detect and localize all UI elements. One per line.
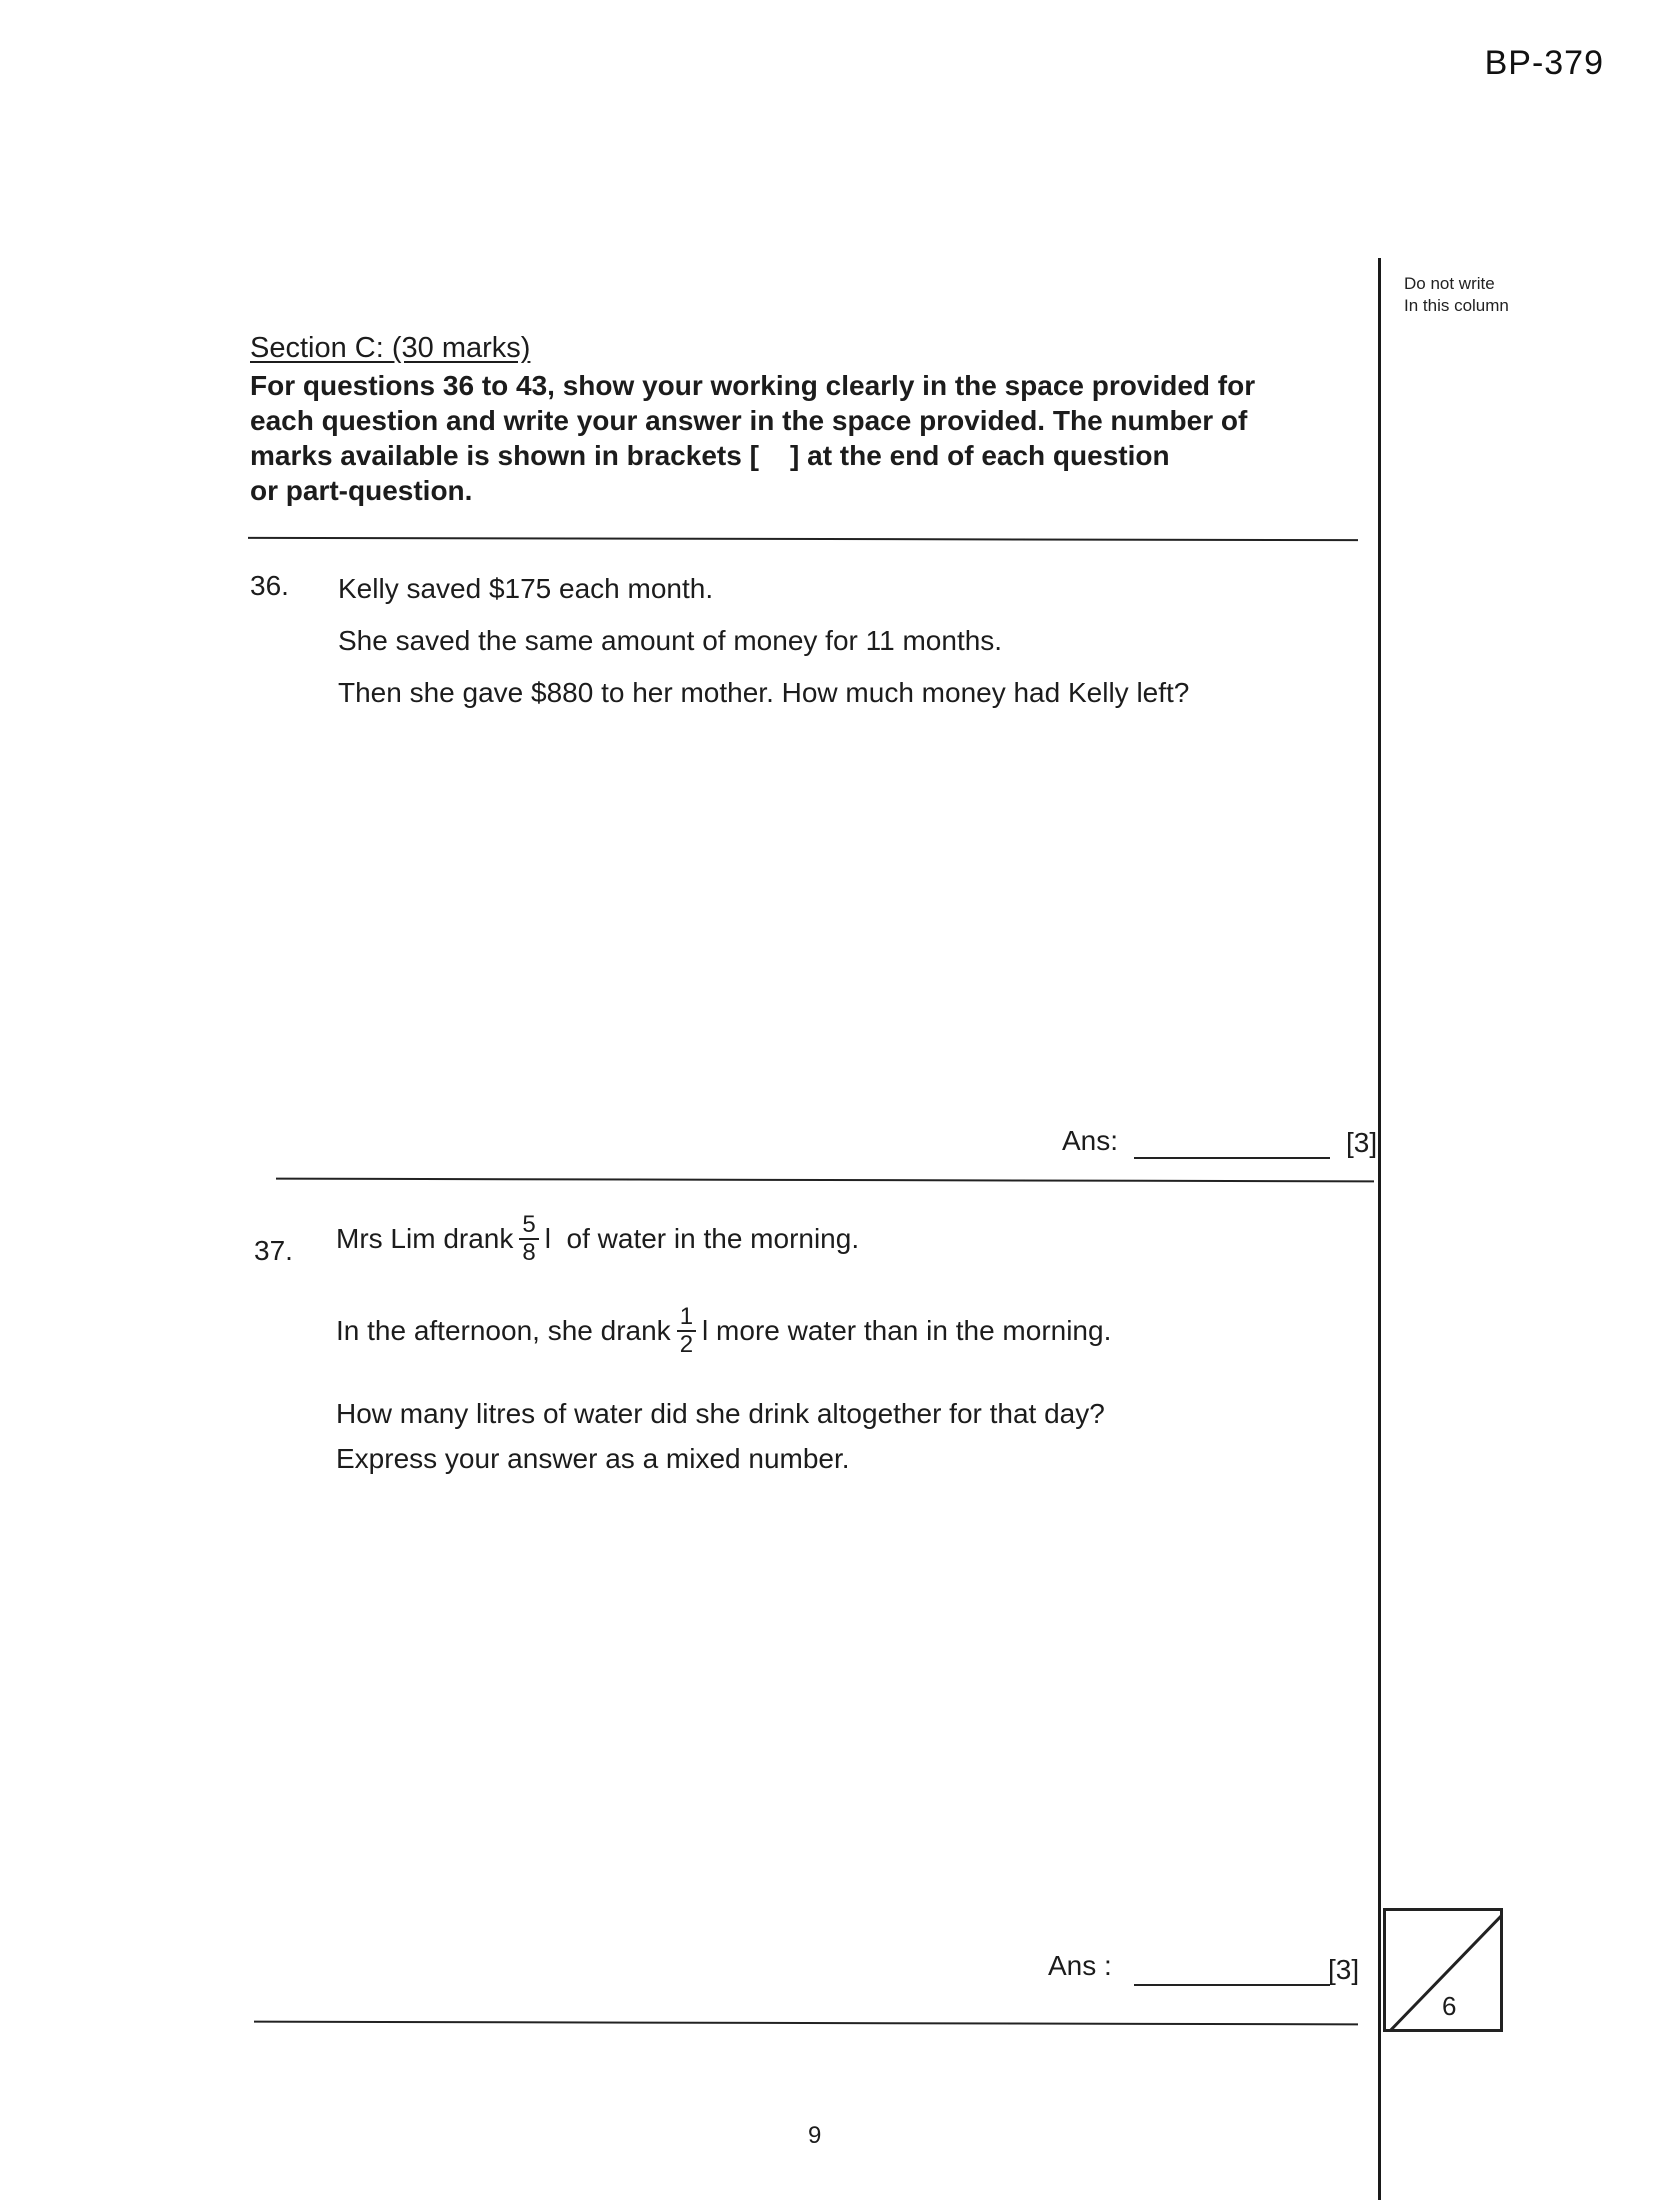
question-37-line-2 bbox=[336, 1304, 1111, 1358]
fraction-denominator: 8 bbox=[522, 1239, 536, 1266]
question-36-answer-label: Ans: bbox=[1062, 1125, 1119, 1156]
question-37-answer-line[interactable] bbox=[1134, 1984, 1330, 1986]
margin-note-line-2: In this column bbox=[1404, 296, 1509, 315]
question-37-line-2-pre: In the afternoon, she drank bbox=[336, 1315, 671, 1346]
question-37-line-4: Express your answer as a mixed number. bbox=[336, 1443, 850, 1474]
fraction-five-eighths bbox=[519, 1212, 538, 1266]
question-37-marks: [3] bbox=[1328, 1954, 1360, 1985]
question-36-line-2: She saved the same amount of money for 11 months. bbox=[338, 625, 1003, 656]
question-36-line-1: Kelly saved $175 each month. bbox=[338, 573, 714, 604]
question-37-line-2-post: l more water than in the morning. bbox=[702, 1315, 1112, 1346]
fraction-numerator: 1 bbox=[677, 1304, 696, 1332]
question-37-line-1 bbox=[336, 1212, 859, 1266]
instructions-line-4: or part-question. bbox=[250, 475, 473, 506]
instructions-line-1: For questions 36 to 43, show your working clearly in the space provided for bbox=[250, 370, 1256, 401]
question-37-line-1-post: l of water in the morning. bbox=[544, 1223, 860, 1254]
question-36-answer-line[interactable] bbox=[1134, 1157, 1330, 1159]
fraction-numerator: 5 bbox=[519, 1212, 538, 1240]
section-divider bbox=[248, 537, 1358, 541]
question-37-number: 37. bbox=[254, 1235, 293, 1266]
question-37-divider bbox=[254, 2021, 1358, 2026]
section-instructions bbox=[250, 368, 1310, 508]
paper-code: BP-379 bbox=[1484, 44, 1604, 82]
question-36-marks: [3] bbox=[1346, 1127, 1378, 1158]
score-box bbox=[1383, 1908, 1503, 2032]
question-36-divider bbox=[276, 1178, 1374, 1183]
question-37-line-3: How many litres of water did she drink altogether for that day? bbox=[336, 1398, 1105, 1429]
question-37-answer-label: Ans : bbox=[1048, 1950, 1112, 1981]
margin-note-line-1: Do not write bbox=[1404, 274, 1495, 293]
margin-note bbox=[1404, 273, 1509, 317]
score-value: 6 bbox=[1442, 1991, 1457, 2021]
question-36-line-3: Then she gave $880 to her mother. How much money had Kelly left? bbox=[338, 677, 1190, 708]
section-title: Section C: (30 marks) bbox=[250, 332, 531, 364]
fraction-one-half bbox=[677, 1304, 696, 1358]
fraction-denominator: 2 bbox=[679, 1331, 694, 1358]
margin-column-divider bbox=[1378, 258, 1381, 2200]
question-36-number: 36. bbox=[250, 570, 289, 601]
page-number: 9 bbox=[808, 2122, 822, 2149]
instructions-line-2: each question and write your answer in the space provided. The number of bbox=[250, 405, 1248, 436]
instructions-line-3: marks available is shown in brackets [ ] at the end of each question bbox=[250, 440, 1170, 471]
question-37-line-1-pre: Mrs Lim drank bbox=[336, 1223, 514, 1254]
